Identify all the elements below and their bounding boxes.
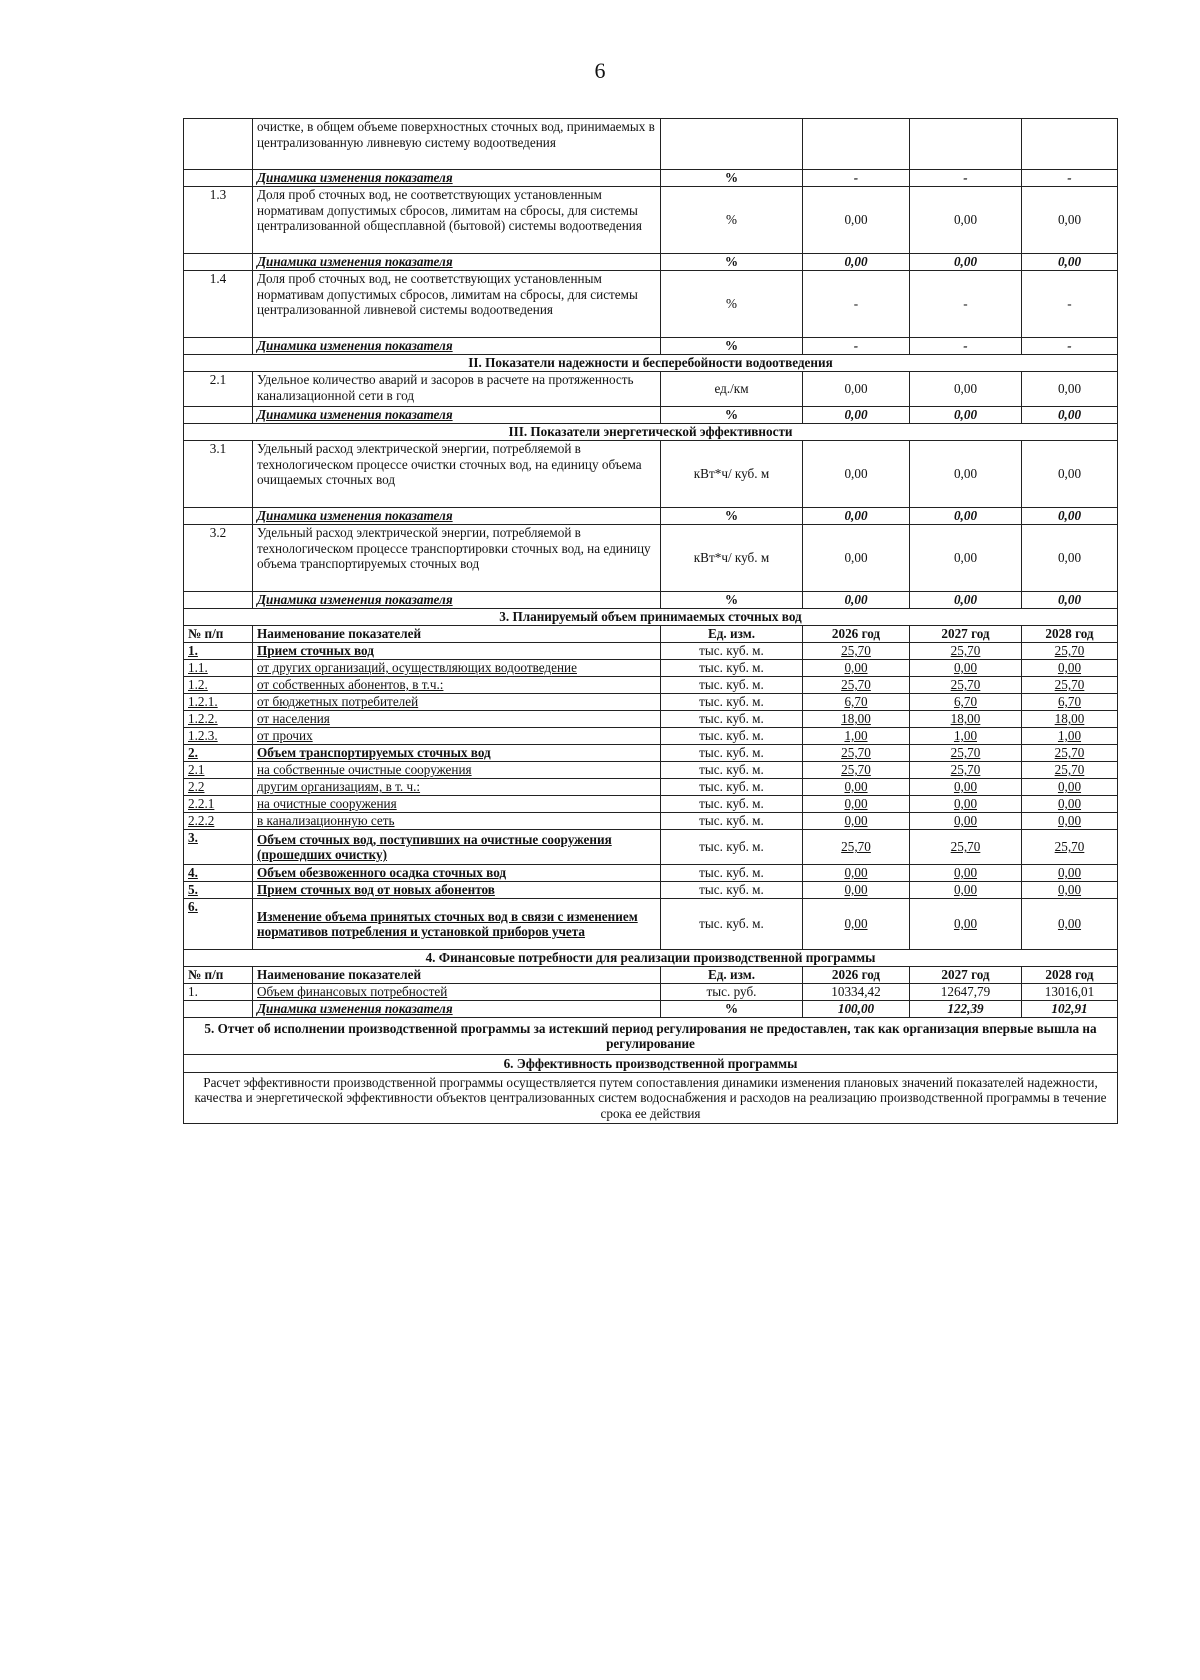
unit-cell: тыс. куб. м. <box>661 830 803 865</box>
row-number: 1.2.2. <box>184 711 253 728</box>
value-2026: 10334,42 <box>803 984 910 1001</box>
header-no: № п/п <box>184 626 253 643</box>
row-number: 1.2.3. <box>184 728 253 745</box>
row-number: 1.1. <box>184 660 253 677</box>
value-2027: 25,70 <box>910 677 1022 694</box>
value-2027: 0,00 <box>910 592 1022 609</box>
value-2028: 0,00 <box>1022 407 1118 424</box>
section-header-row <box>184 424 1118 441</box>
section-header-row <box>184 355 1118 372</box>
header-unit: Ед. изм. <box>661 626 803 643</box>
value-2028: 0,00 <box>1022 372 1118 407</box>
indicator-row <box>184 441 1118 508</box>
section-title: III. Показатели энергетической эффективности <box>184 424 1118 441</box>
value-2028 <box>1022 119 1118 170</box>
value-2027 <box>910 119 1022 170</box>
header-2026: 2026 год <box>803 967 910 984</box>
value-2028: 0,00 <box>1022 813 1118 830</box>
row-number: 3. <box>184 830 253 865</box>
section-header-row <box>184 950 1118 967</box>
volume-row <box>184 830 1118 865</box>
unit-cell <box>661 119 803 170</box>
unit-cell: % <box>661 338 803 355</box>
section-title: II. Показатели надежности и бесперебойности водоотведения <box>184 355 1118 372</box>
value-2027: 0,00 <box>910 813 1022 830</box>
report-title: 5. Отчет об исполнении производственной программы за истекший период регулирования не предоставлен, так как организация впервые вышла на регулирование <box>184 1018 1118 1055</box>
row-number <box>184 254 253 271</box>
volume-row <box>184 677 1118 694</box>
value-2027: 25,70 <box>910 762 1022 779</box>
value-2027: 25,70 <box>910 643 1022 660</box>
value-2026: 0,00 <box>803 865 910 882</box>
volume-row <box>184 796 1118 813</box>
value-2027: 0,00 <box>910 660 1022 677</box>
page-number: 6 <box>594 58 606 83</box>
value-2026: 0,00 <box>803 882 910 899</box>
indicator-name: Прием сточных вод от новых абонентов <box>253 882 661 899</box>
value-2027: 0,00 <box>910 441 1022 508</box>
value-2026: 0,00 <box>803 525 910 592</box>
unit-cell: ед./км <box>661 372 803 407</box>
indicator-row <box>184 187 1118 254</box>
unit-cell: кВт*ч/ куб. м <box>661 441 803 508</box>
section-title: 3. Планируемый объем принимаемых сточных вод <box>184 609 1118 626</box>
indicator-name: Объем транспортируемых сточных вод <box>253 745 661 762</box>
value-2028: 0,00 <box>1022 441 1118 508</box>
row-number: 2.2.2 <box>184 813 253 830</box>
volume-row <box>184 711 1118 728</box>
row-number: 1. <box>184 643 253 660</box>
value-2026: 100,00 <box>803 1001 910 1018</box>
value-2026: 25,70 <box>803 643 910 660</box>
unit-cell: тыс. куб. м. <box>661 677 803 694</box>
report-row <box>184 1018 1118 1055</box>
indicator-name: в канализационную сеть <box>253 813 661 830</box>
row-number: 1.4 <box>184 271 253 338</box>
indicator-name: Динамика изменения показателя <box>253 407 661 424</box>
row-number <box>184 407 253 424</box>
indicator-name: от других организаций, осуществляющих водоотведение <box>253 660 661 677</box>
indicator-name: Динамика изменения показателя <box>253 170 661 187</box>
value-2028: 25,70 <box>1022 643 1118 660</box>
unit-cell: тыс. куб. м. <box>661 660 803 677</box>
row-number: 1.3 <box>184 187 253 254</box>
row-number: 3.1 <box>184 441 253 508</box>
value-2026: - <box>803 170 910 187</box>
indicator-name: Удельное количество аварий и засоров в расчете на протяженность канализационной сети в год <box>253 372 661 407</box>
value-2027: 6,70 <box>910 694 1022 711</box>
indicator-name: Прием сточных вод <box>253 643 661 660</box>
value-2026: 0,00 <box>803 899 910 950</box>
value-2027: - <box>910 170 1022 187</box>
row-number: 2.2.1 <box>184 796 253 813</box>
value-2028: 0,00 <box>1022 899 1118 950</box>
row-number: 1.2. <box>184 677 253 694</box>
volume-row <box>184 899 1118 950</box>
volume-row <box>184 660 1118 677</box>
value-2028: - <box>1022 170 1118 187</box>
section-title: 4. Финансовые потребности для реализации производственной программы <box>184 950 1118 967</box>
header-name: Наименование показателей <box>253 967 661 984</box>
indicator-name: Динамика изменения показателя <box>253 1001 661 1018</box>
volume-row <box>184 779 1118 796</box>
unit-cell: тыс. куб. м. <box>661 711 803 728</box>
indicator-row <box>184 271 1118 338</box>
indicator-name: Динамика изменения показателя <box>253 254 661 271</box>
indicator-name: на собственные очистные сооружения <box>253 762 661 779</box>
unit-cell: тыс. куб. м. <box>661 882 803 899</box>
volume-row <box>184 813 1118 830</box>
unit-cell: тыс. куб. м. <box>661 745 803 762</box>
volume-row <box>184 882 1118 899</box>
value-2026: 25,70 <box>803 762 910 779</box>
indicator-name: от собственных абонентов, в т.ч.: <box>253 677 661 694</box>
value-2027: 18,00 <box>910 711 1022 728</box>
value-2028: 25,70 <box>1022 830 1118 865</box>
value-2027: 0,00 <box>910 899 1022 950</box>
value-2026: 0,00 <box>803 508 910 525</box>
volume-row <box>184 643 1118 660</box>
value-2026: 0,00 <box>803 796 910 813</box>
indicator-name: другим организациям, в т. ч.: <box>253 779 661 796</box>
value-2026: 0,00 <box>803 254 910 271</box>
value-2026: 25,70 <box>803 830 910 865</box>
value-2026 <box>803 119 910 170</box>
row-number <box>184 508 253 525</box>
value-2027: - <box>910 338 1022 355</box>
volume-row <box>184 762 1118 779</box>
unit-cell: тыс. куб. м. <box>661 813 803 830</box>
efficiency-title-row <box>184 1055 1118 1073</box>
value-2028: - <box>1022 338 1118 355</box>
value-2027: 0,00 <box>910 372 1022 407</box>
value-2026: 0,00 <box>803 407 910 424</box>
value-2027: 0,00 <box>910 508 1022 525</box>
indicator-name: от бюджетных потребителей <box>253 694 661 711</box>
indicator-name: Доля проб сточных вод, не соответствующих установленным нормативам допустимых сбросов, лимитам на сбросы, для системы централизованной общесплавной (бытовой) системы водоотведения <box>253 187 661 254</box>
dynamics-row <box>184 592 1118 609</box>
indicator-name: от прочих <box>253 728 661 745</box>
indicator-name: от населения <box>253 711 661 728</box>
value-2028: 0,00 <box>1022 508 1118 525</box>
value-2028: 0,00 <box>1022 796 1118 813</box>
value-2027: 0,00 <box>910 796 1022 813</box>
value-2026: 0,00 <box>803 441 910 508</box>
efficiency-text: Расчет эффективности производственной программы осуществляется путем сопоставления динамики изменения плановых значений показателей надежности, качества и энергетической эффективности объектов централизованных систем водоснабжения и расходов на реализацию производственной программы в течение срока ее действия <box>184 1073 1118 1124</box>
volume-row <box>184 728 1118 745</box>
value-2026: 0,00 <box>803 372 910 407</box>
value-2028: 0,00 <box>1022 525 1118 592</box>
header-2027: 2027 год <box>910 626 1022 643</box>
dynamics-row <box>184 508 1118 525</box>
value-2027: 0,00 <box>910 779 1022 796</box>
value-2028: 0,00 <box>1022 592 1118 609</box>
section-header-row <box>184 609 1118 626</box>
dynamics-row <box>184 407 1118 424</box>
value-2026: 0,00 <box>803 187 910 254</box>
indicator-name: Динамика изменения показателя <box>253 508 661 525</box>
unit-cell: % <box>661 187 803 254</box>
indicator-name: Динамика изменения показателя <box>253 592 661 609</box>
unit-cell: тыс. куб. м. <box>661 779 803 796</box>
row-number: 1. <box>184 984 253 1001</box>
efficiency-text-row <box>184 1073 1118 1124</box>
indicator-name: очистке, в общем объеме поверхностных сточных вод, принимаемых в централизованную ливневую систему водоотведения <box>253 119 661 170</box>
row-number: 2.2 <box>184 779 253 796</box>
value-2027: 0,00 <box>910 254 1022 271</box>
value-2028: 25,70 <box>1022 762 1118 779</box>
value-2028: 13016,01 <box>1022 984 1118 1001</box>
row-number: 5. <box>184 882 253 899</box>
indicator-name: на очистные сооружения <box>253 796 661 813</box>
unit-cell: % <box>661 508 803 525</box>
value-2028: 25,70 <box>1022 677 1118 694</box>
value-2027: 25,70 <box>910 830 1022 865</box>
unit-cell: тыс. куб. м. <box>661 796 803 813</box>
header-2026: 2026 год <box>803 626 910 643</box>
unit-cell: % <box>661 407 803 424</box>
unit-cell: тыс. куб. м. <box>661 762 803 779</box>
header-2027: 2027 год <box>910 967 1022 984</box>
row-number: 2.1 <box>184 762 253 779</box>
value-2026: 0,00 <box>803 779 910 796</box>
value-2028: - <box>1022 271 1118 338</box>
value-2028: 0,00 <box>1022 187 1118 254</box>
column-header-row <box>184 626 1118 643</box>
value-2028: 0,00 <box>1022 865 1118 882</box>
indicator-name: Изменение объема принятых сточных вод в связи с изменением нормативов потребления и установкой приборов учета <box>253 899 661 950</box>
value-2028: 0,00 <box>1022 779 1118 796</box>
column-header-row <box>184 967 1118 984</box>
unit-cell: тыс. куб. м. <box>661 694 803 711</box>
row-number <box>184 338 253 355</box>
row-number: 2.1 <box>184 372 253 407</box>
unit-cell: кВт*ч/ куб. м <box>661 525 803 592</box>
dynamics-row <box>184 1001 1118 1018</box>
value-2028: 18,00 <box>1022 711 1118 728</box>
volume-row <box>184 694 1118 711</box>
value-2027: 12647,79 <box>910 984 1022 1001</box>
volume-row <box>184 865 1118 882</box>
value-2027: 0,00 <box>910 865 1022 882</box>
dynamics-row <box>184 170 1118 187</box>
row-number <box>184 170 253 187</box>
row-number <box>184 1001 253 1018</box>
row-number: 1.2.1. <box>184 694 253 711</box>
value-2028: 0,00 <box>1022 660 1118 677</box>
finance-body <box>184 950 1118 1018</box>
volume-body <box>184 609 1118 950</box>
indicator-row <box>184 372 1118 407</box>
value-2027: 0,00 <box>910 882 1022 899</box>
unit-cell: % <box>661 271 803 338</box>
indicator-name: Объем сточных вод, поступивших на очистные сооружения (прошедших очистку) <box>253 830 661 865</box>
row-number <box>184 592 253 609</box>
unit-cell: тыс. куб. м. <box>661 643 803 660</box>
row-number: 6. <box>184 899 253 950</box>
header-no: № п/п <box>184 967 253 984</box>
value-2028: 102,91 <box>1022 1001 1118 1018</box>
row-number: 2. <box>184 745 253 762</box>
indicator-name: Удельный расход электрической энергии, потребляемой в технологическом процессе транспортировки сточных вод, на единицу объема транспортируемых сточных вод <box>253 525 661 592</box>
indicator-row <box>184 119 1118 170</box>
value-2027: - <box>910 271 1022 338</box>
dynamics-row <box>184 338 1118 355</box>
value-2026: 1,00 <box>803 728 910 745</box>
indicator-name: Удельный расход электрической энергии, потребляемой в технологическом процессе очистки сточных вод, на единицу объема очищаемых сточных вод <box>253 441 661 508</box>
unit-cell: тыс. куб. м. <box>661 865 803 882</box>
unit-cell: % <box>661 254 803 271</box>
value-2028: 6,70 <box>1022 694 1118 711</box>
value-2026: - <box>803 338 910 355</box>
value-2026: 0,00 <box>803 592 910 609</box>
row-number: 3.2 <box>184 525 253 592</box>
report-body <box>184 1018 1118 1124</box>
row-number: 4. <box>184 865 253 882</box>
value-2027: 0,00 <box>910 525 1022 592</box>
unit-cell: тыс. куб. м. <box>661 728 803 745</box>
indicator-name: Объем обезвоженного осадка сточных вод <box>253 865 661 882</box>
value-2027: 0,00 <box>910 187 1022 254</box>
header-2028: 2028 год <box>1022 626 1118 643</box>
value-2028: 0,00 <box>1022 882 1118 899</box>
value-2026: 6,70 <box>803 694 910 711</box>
value-2026: 18,00 <box>803 711 910 728</box>
value-2027: 122,39 <box>910 1001 1022 1018</box>
program-table <box>183 118 1118 1124</box>
row-number <box>184 119 253 170</box>
value-2028: 1,00 <box>1022 728 1118 745</box>
value-2026: 25,70 <box>803 745 910 762</box>
indicator-name: Динамика изменения показателя <box>253 338 661 355</box>
unit-cell: тыс. руб. <box>661 984 803 1001</box>
unit-cell: % <box>661 1001 803 1018</box>
header-name: Наименование показателей <box>253 626 661 643</box>
volume-row <box>184 745 1118 762</box>
header-unit: Ед. изм. <box>661 967 803 984</box>
indicator-row <box>184 525 1118 592</box>
value-2026: - <box>803 271 910 338</box>
unit-cell: % <box>661 592 803 609</box>
value-2028: 25,70 <box>1022 745 1118 762</box>
value-2027: 25,70 <box>910 745 1022 762</box>
header-2028: 2028 год <box>1022 967 1118 984</box>
efficiency-title: 6. Эффективность производственной программы <box>184 1055 1118 1073</box>
value-2026: 25,70 <box>803 677 910 694</box>
dynamics-row <box>184 254 1118 271</box>
indicators-body <box>184 119 1118 609</box>
value-2026: 0,00 <box>803 813 910 830</box>
value-2027: 1,00 <box>910 728 1022 745</box>
indicator-name: Доля проб сточных вод, не соответствующих установленным нормативам допустимых сбросов, лимитам на сбросы, для системы централизованной ливневой системы водоотведения <box>253 271 661 338</box>
value-2026: 0,00 <box>803 660 910 677</box>
value-2028: 0,00 <box>1022 254 1118 271</box>
indicator-name: Объем финансовых потребностей <box>253 984 661 1001</box>
unit-cell: тыс. куб. м. <box>661 899 803 950</box>
finance-row <box>184 984 1118 1001</box>
value-2027: 0,00 <box>910 407 1022 424</box>
unit-cell: % <box>661 170 803 187</box>
